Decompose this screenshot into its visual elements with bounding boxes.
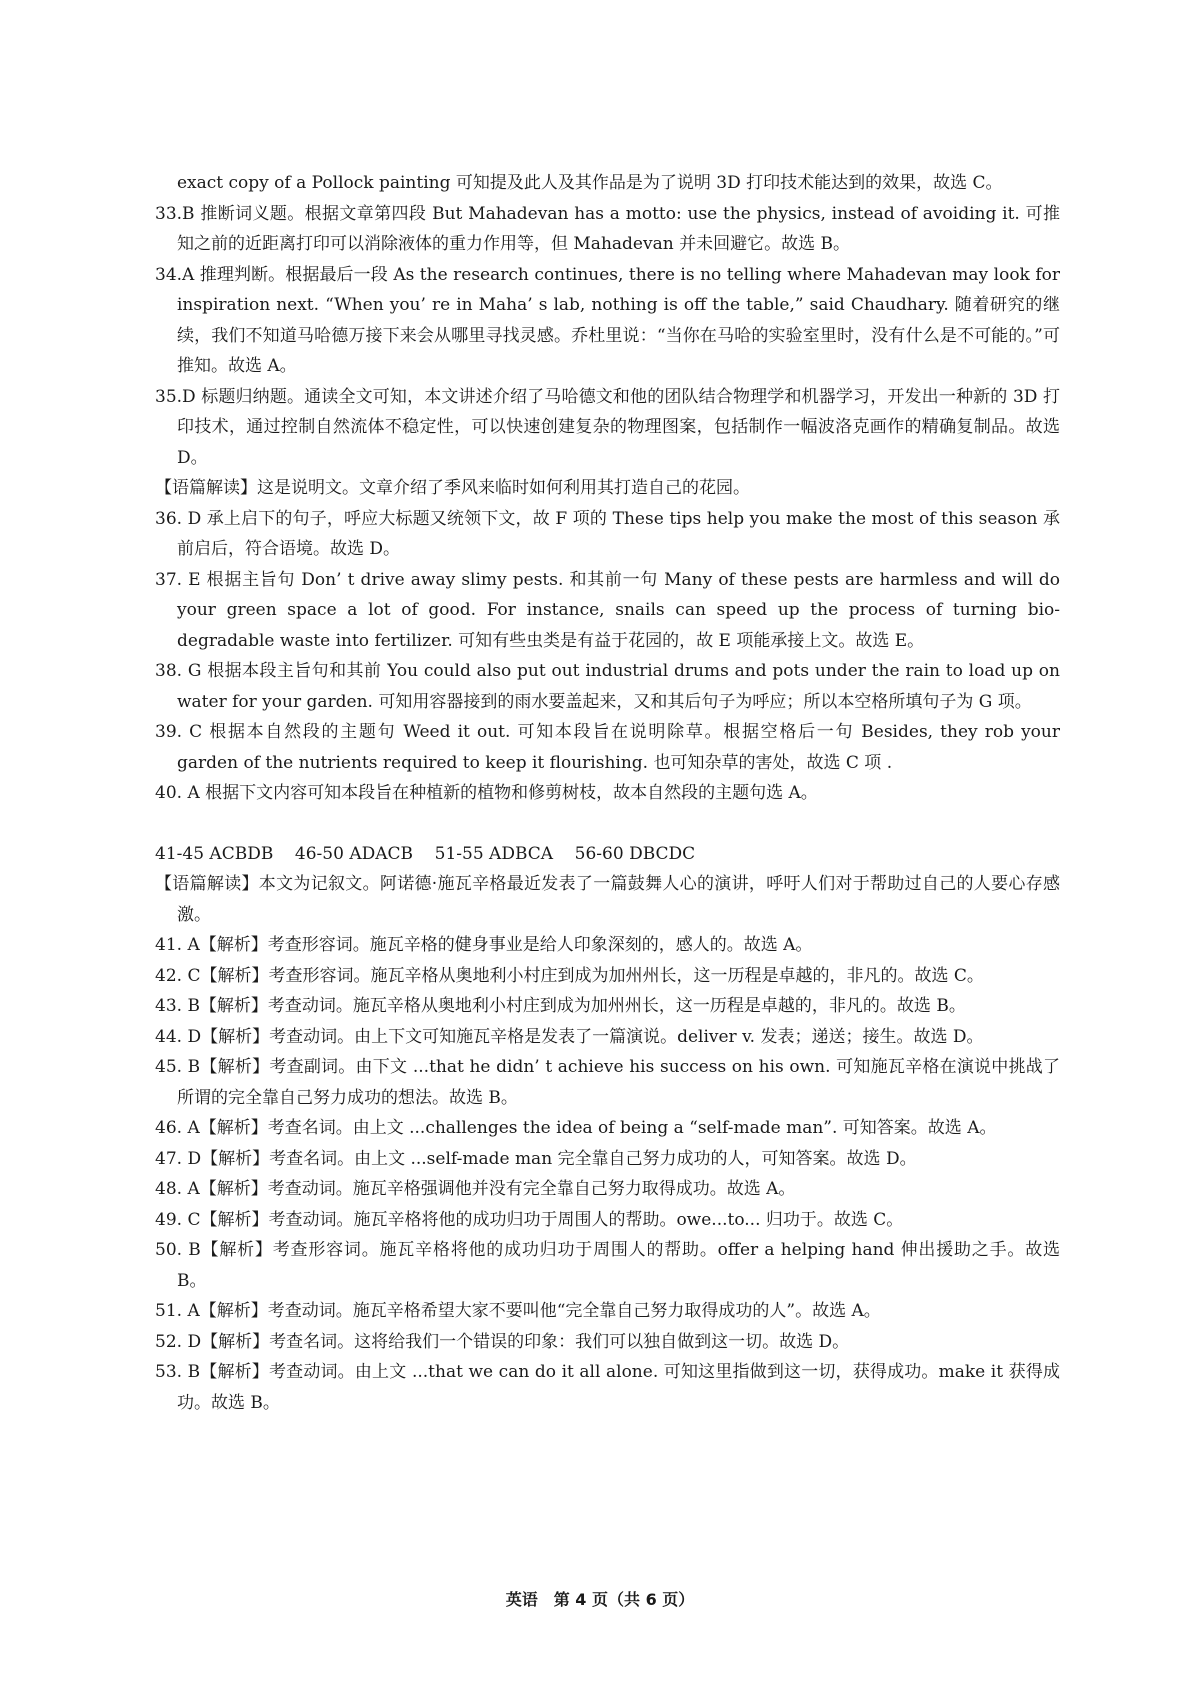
answer-item: 36. D 承上启下的句子，呼应大标题又统领下文，故 F 项的 These tips help you make the most of this season 承前启后，符合语境。故选 D。 <box>155 508 1060 559</box>
section-gap <box>155 809 1060 839</box>
answer-item: 46. A【解析】考查名词。由上文 ...challenges the idea of being a “self-made man”. 可知答案。故选 A。 <box>155 1118 997 1138</box>
page-footer: 英语 第 4 页（共 6 页） <box>505 1590 695 1609</box>
answer-item: 49. C【解析】考查动词。施瓦辛格将他的成功归功于周围人的帮助。owe...to... 归功于。故选 C。 <box>155 1209 904 1230</box>
answer-item: 35.D 标题归纳题。通读全文可知，本文讲述介绍了马哈德文和他的团队结合物理学和机器学习，开发出一种新的 3D 打印技术，通过控制自然流体不稳定性，可以快速创建复杂的物理图案，包括制作一幅波洛克画作的精确复制品。故选 D。 <box>155 386 1060 468</box>
passage-analysis-heading: 【语篇解读】这是说明文。文章介绍了季风来临时如何利用其打造自己的花园。 <box>155 478 750 498</box>
answer-explanations <box>155 168 1060 1418</box>
answer-item: 34.A 推理判断。根据最后一段 As the research continues, there is no telling where Mahadevan may look for inspiration next. “When you’ re in Maha’ s lab, nothing is off the table,” said Chaudhary. 随着研究的继续，我们不知道马哈德万接下来会从哪里寻找灵感。乔杜里说：“当你在马哈的实验室里时，没有什么是不可能的。”可推知。故选 A。 <box>155 264 1060 376</box>
answer-item: 38. G 根据本段主旨句和其前 You could also put out industrial drums and pots under the rain to load up on water for your garden. 可知用容器接到的雨水要盖起来，又和其后句子为呼应；所以本空格所填句子为 G 项。 <box>155 661 1060 712</box>
answer-item: 41. A【解析】考查形容词。施瓦辛格的健身事业是给人印象深刻的，感人的。故选 A。 <box>155 935 813 955</box>
answer-item: 42. C【解析】考查形容词。施瓦辛格从奥地利小村庄到成为加州州长，这一历程是卓越的，非凡的。故选 C。 <box>155 965 984 986</box>
answer-item: 40. A 根据下文内容可知本段旨在种植新的植物和修剪树枝，故本自然段的主题句选 A。 <box>155 783 818 803</box>
answer-item: 44. D【解析】考查动词。由上下文可知施瓦辛格是发表了一篇演说。deliver v. 发表；递送；接生。故选 D。 <box>155 1026 984 1047</box>
continued-paragraph: exact copy of a Pollock painting 可知提及此人及其作品是为了说明 3D 打印技术能达到的效果，故选 C。 <box>177 173 1003 193</box>
answer-item: 51. A【解析】考查动词。施瓦辛格希望大家不要叫他“完全靠自己努力取得成功的人”。故选 A。 <box>155 1301 881 1321</box>
answer-item: 48. A【解析】考查动词。施瓦辛格强调他并没有完全靠自己努力取得成功。故选 A。 <box>155 1179 796 1199</box>
passage-analysis-heading: 【语篇解读】本文为记叙文。阿诺德·施瓦辛格最近发表了一篇鼓舞人心的演讲，呼吁人们对于帮助过自己的人要心存感激。 <box>155 874 1060 925</box>
answer-item: 53. B【解析】考查动词。由上文 ...that we can do it all alone. 可知这里指做到这一切，获得成功。make it 获得成功。故选 B。 <box>155 1362 1060 1413</box>
answer-item: 50. B【解析】考查形容词。施瓦辛格将他的成功归功于周围人的帮助。offer a helping hand 伸出援助之手。故选 B。 <box>155 1240 1060 1291</box>
answer-item: 43. B【解析】考查动词。施瓦辛格从奥地利小村庄到成为加州州长，这一历程是卓越的，非凡的。故选 B。 <box>155 996 966 1016</box>
answer-item: 45. B【解析】考查副词。由下文 ...that he didn’ t achieve his success on his own. 可知施瓦辛格在演说中挑战了所谓的完全靠自己努力成功的想法。故选 B。 <box>155 1057 1060 1108</box>
answer-item: 52. D【解析】考查名词。这将给我们一个错误的印象：我们可以独自做到这一切。故选 D。 <box>155 1331 850 1352</box>
answer-item: 33.B 推断词义题。根据文章第四段 But Mahadevan has a motto: use the physics, instead of avoiding it. 可推知之前的近距离打印可以消除液体的重力作用等，但 Mahadevan 并未回避它。故选 B。 <box>155 203 1060 254</box>
answer-item: 47. D【解析】考查名词。由上文 ...self-made man 完全靠自己努力成功的人，可知答案。故选 D。 <box>155 1148 917 1169</box>
answer-item: 37. E 根据主旨句 Don’ t drive away slimy pests. 和其前一句 Many of these pests are harmless and will do your green space a lot of good. For instance, snails can speed up the process of turning bio-degradable waste into fertilizer. 可知有些虫类是有益于花园的，故 E 项能承接上文。故选 E。 <box>155 569 1060 651</box>
answer-item: 39. C 根据本自然段的主题句 Weed it out. 可知本段旨在说明除草。根据空格后一句 Besides, they rob your garden of the nutrients required to keep it flourishing. 也可知杂草的害处，故选 C 项 . <box>155 722 1060 773</box>
answer-key-line: 41-45 ACBDB 46-50 ADACB 51-55 ADBCA 56-60 DBCDC <box>155 843 696 864</box>
